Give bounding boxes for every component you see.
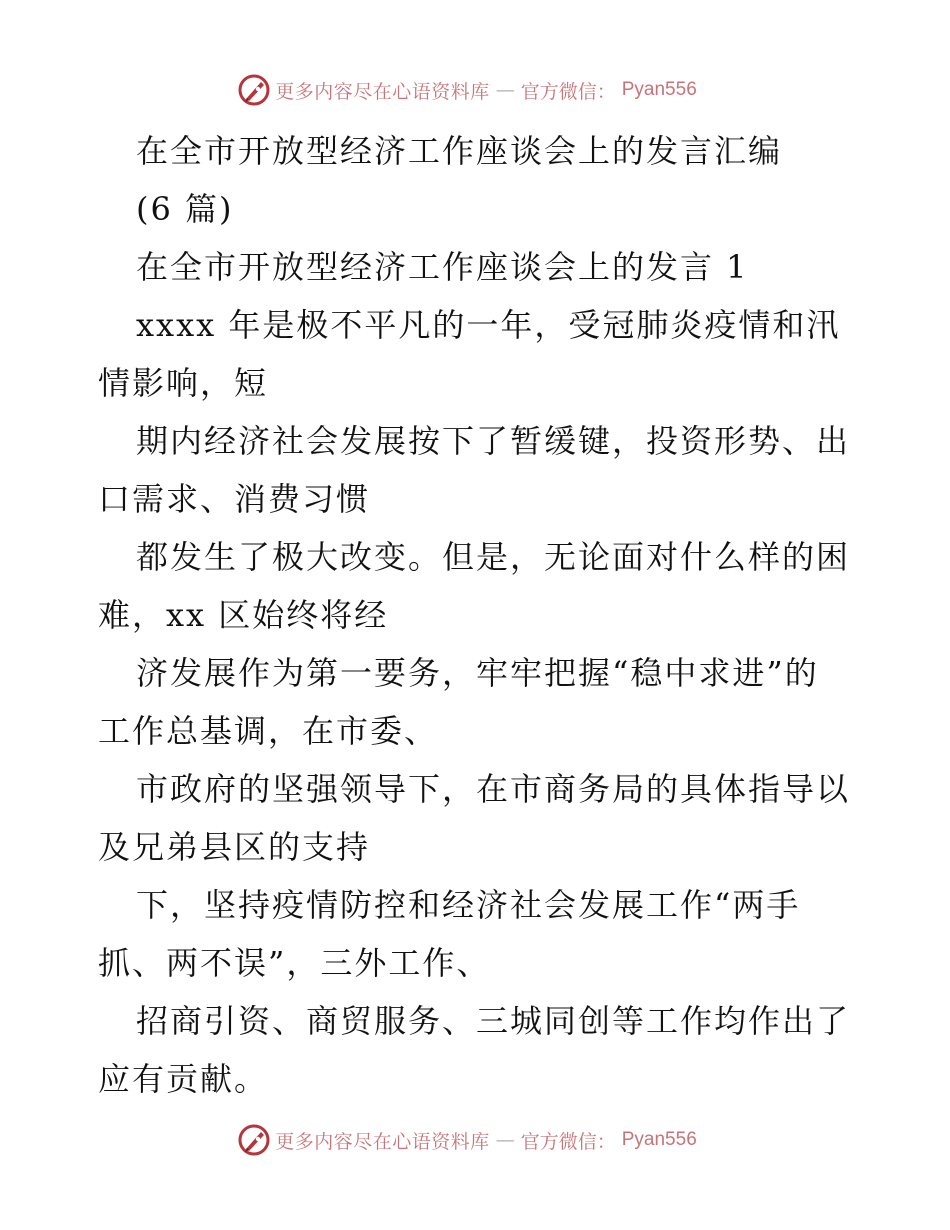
footer-banner-separator: —	[495, 1129, 515, 1151]
footer-banner-text: 更多内容尽在心语资料库	[275, 1130, 490, 1153]
paragraph-line: 及兄弟县区的支持	[98, 828, 371, 866]
paragraph-line: xxxx 年是极不平凡的一年，受冠肺炎疫情和汛	[136, 306, 841, 344]
header-banner-label: 官方微信：	[520, 80, 616, 103]
document-body	[98, 122, 858, 1108]
header-banner-wechat-id: Pyan556	[621, 79, 697, 100]
section-heading: 在全市开放型经济工作座谈会上的发言 1	[136, 248, 749, 286]
header-banner-content	[237, 73, 697, 107]
footer-banner-label: 官方微信：	[520, 1130, 616, 1153]
footer-banner-wechat-id: Pyan556	[621, 1129, 697, 1150]
document-title-count: (6 篇)	[136, 190, 234, 228]
footer-banner-content	[237, 1123, 697, 1157]
quill-pen-logo-icon	[237, 1123, 271, 1157]
paragraph-line: 难，xx 区始终将经	[98, 596, 389, 634]
header-banner-text: 更多内容尽在心语资料库	[275, 80, 490, 103]
paragraph-line: 口需求、消费习惯	[98, 480, 371, 518]
paragraph-line: 情影响，短	[98, 364, 269, 402]
footer-banner	[0, 1120, 950, 1160]
quill-pen-logo-icon	[237, 73, 271, 107]
header-banner	[0, 70, 950, 110]
paragraph-line: 抓、两不误”，三外工作、	[98, 944, 491, 982]
paragraph-line: 工作总基调，在市委、	[98, 712, 439, 750]
paragraph-line: 济发展作为第一要务，牢牢把握“稳中求进”的	[136, 654, 819, 692]
paragraph-line: 期内经济社会发展按下了暂缓键，投资形势、出	[136, 422, 851, 460]
paragraph-line: 下，坚持疫情防控和经济社会发展工作“两手	[136, 886, 801, 924]
document-title: 在全市开放型经济工作座谈会上的发言汇编	[136, 132, 783, 170]
header-banner-separator: —	[495, 79, 515, 101]
paragraph-line: 市政府的坚强领导下，在市商务局的具体指导以	[136, 770, 851, 808]
paragraph-line: 应有贡献。	[98, 1060, 269, 1098]
paragraph-line: 都发生了极大改变。但是，无论面对什么样的困	[136, 538, 851, 576]
paragraph-line: 招商引资、商贸服务、三城同创等工作均作出了	[136, 1002, 851, 1040]
